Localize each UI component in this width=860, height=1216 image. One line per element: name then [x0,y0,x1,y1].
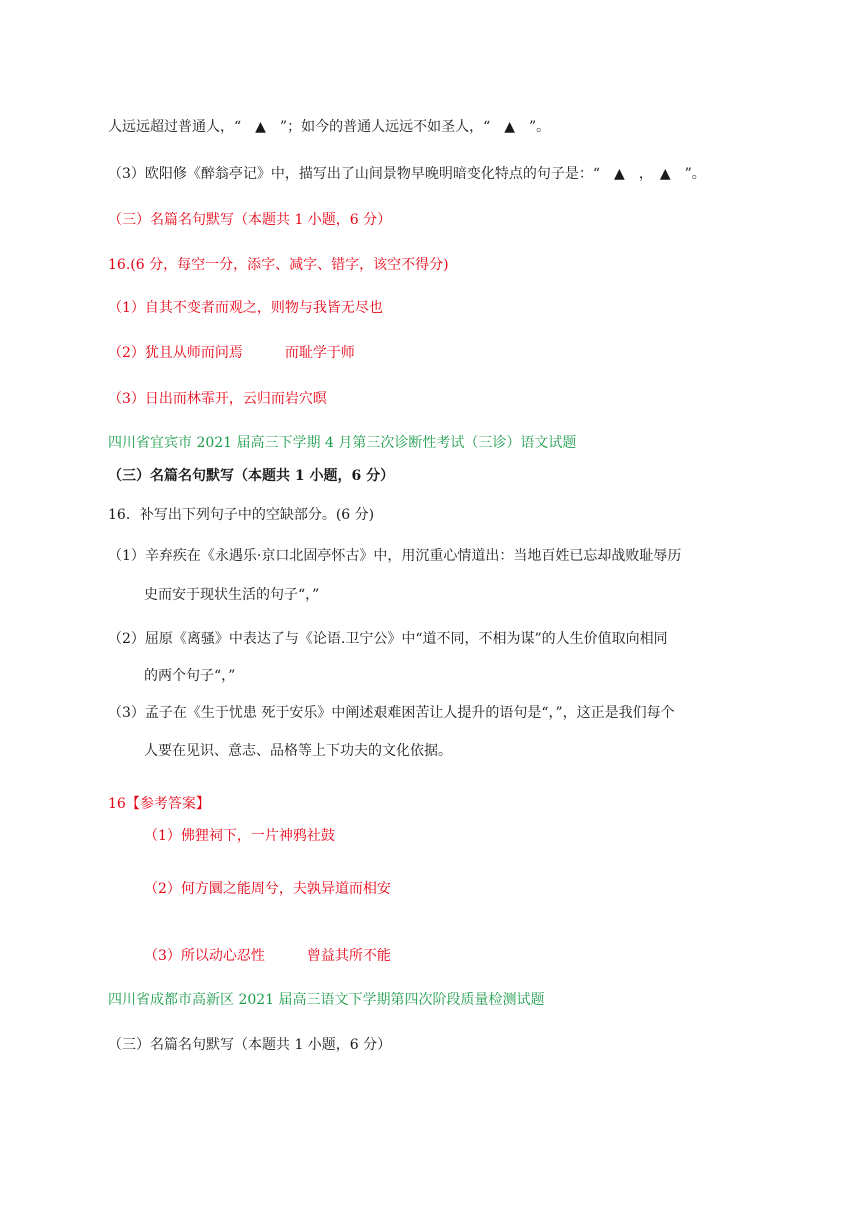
question-line: （3）孟子在《生于忧患 死于安乐》中阐述艰难困苦让人提升的语句是“，”，这正是我们每个 [108,705,675,721]
answer-line: （2）犹且从师而问焉 而耻学于师 [108,345,355,361]
text-line: （3）欧阳修《醉翁亭记》中，描写出了山间景物早晚明暗变化特点的句子是：“ ▲ ， ▲ ”。 [108,166,706,182]
question-line: （1）辛弃疾在《永遇乐·京口北固亭怀古》中，用沉重心情道出：当地百姓已忘却战败耻辱历 [108,548,682,564]
answer-note: 16.(6 分，每空一分，添字、减字、错字，该空不得分) [108,257,449,273]
section-heading: （三）名篇名句默写（本题共 1 小题，6 分） [108,1037,392,1053]
source-title: 四川省宜宾市 2021 届高三下学期 4 月第三次诊断性考试（三诊）语文试题 [108,435,577,451]
answer-heading: 16【参考答案】 [108,796,210,812]
text-line: 人远远超过普通人，“ ▲ ”；如今的普通人远远不如圣人，“ ▲ ”。 [108,119,551,135]
question-line: 人要在见识、意志、品格等上下功夫的文化依据。 [144,743,452,759]
answer-line: （3）日出而林霏开，云归而岩穴暝 [108,391,327,407]
answer-line: （2）何方圜之能周兮，夫孰异道而相安 [144,881,391,897]
answer-line: （3）所以动心忍性 曾益其所不能 [144,948,391,964]
answer-line: （1）佛狸祠下，一片神鸦社鼓 [144,828,335,844]
question-line: 史而安于现状生活的句子“，” [144,587,320,603]
section-heading: （三）名篇名句默写（本题共 1 小题，6 分） [108,212,392,228]
question-line: （2）屈原《离骚》中表达了与《论语.卫宁公》中“道不同，不相为谋”的人生价值取向相同 [108,631,668,647]
question-line: 的两个句子“，” [144,668,236,684]
answer-line: （1）自其不变者而观之，则物与我皆无尽也 [108,300,383,316]
section-heading: （三）名篇名句默写（本题共 1 小题，6 分） [108,468,395,484]
source-title: 四川省成都市高新区 2021 届高三语文下学期第四次阶段质量检测试题 [108,992,545,1008]
question-title: 16．补写出下列句子中的空缺部分。(6 分) [108,507,375,523]
